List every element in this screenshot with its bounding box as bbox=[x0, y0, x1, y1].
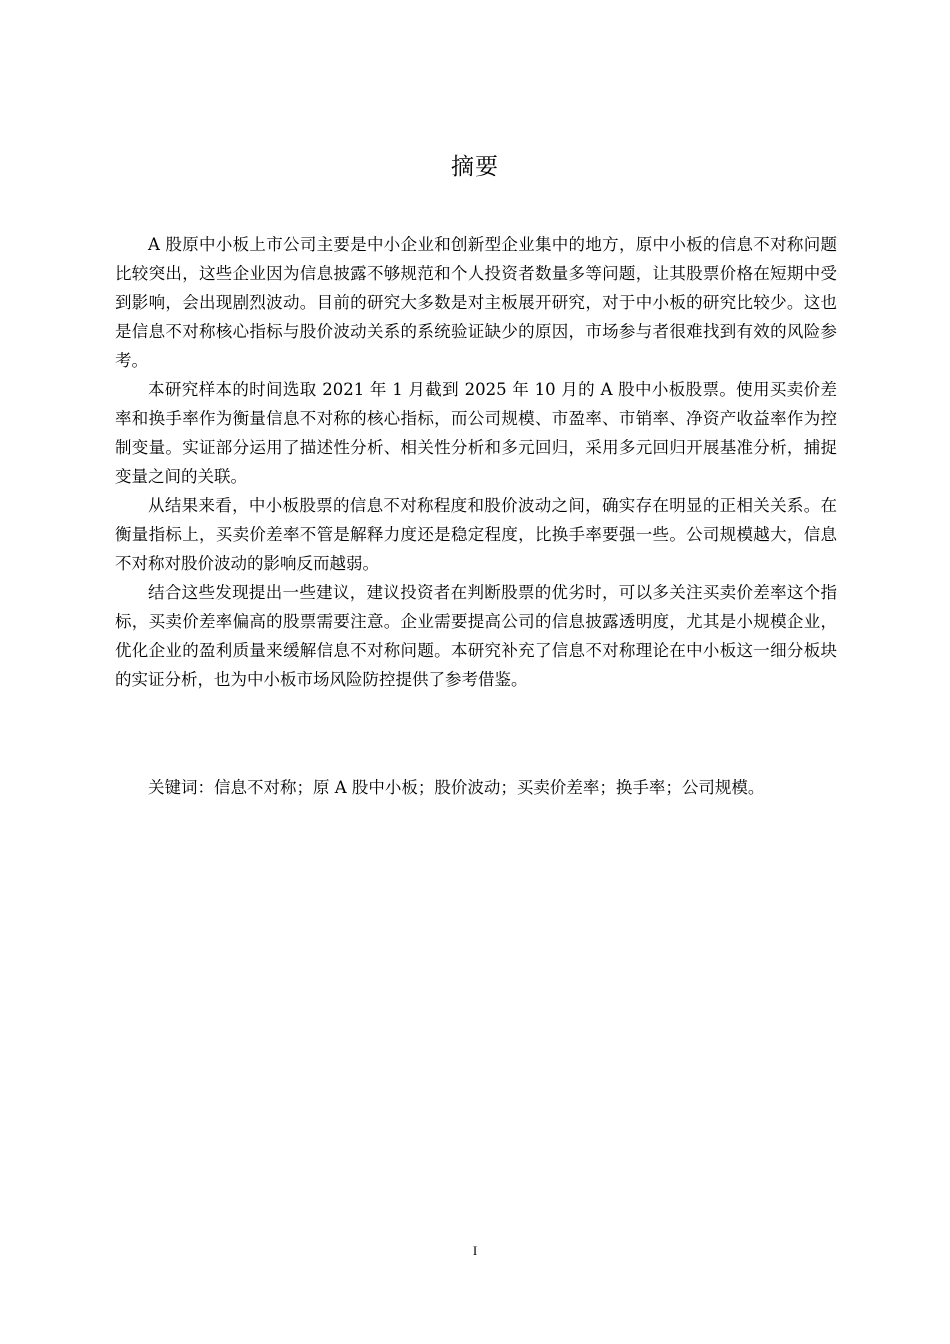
abstract-body bbox=[115, 230, 837, 694]
abstract-paragraph-3: 从结果来看，中小板股票的信息不对称程度和股价波动之间，确实存在明显的正相关关系。在衡量指标上，买卖价差率不管是解释力度还是稳定程度，比换手率要强一些。公司规模越大，信息不对称对股价波动的影响反而越弱。 bbox=[115, 496, 837, 573]
abstract-paragraph-4: 结合这些发现提出一些建议，建议投资者在判断股票的优劣时，可以多关注买卖价差率这个指标，买卖价差率偏高的股票需要注意。企业需要提高公司的信息披露透明度，尤其是小规模企业，优化企业的盈利质量来缓解信息不对称问题。本研究补充了信息不对称理论在中小板这一细分板块的实证分析，也为中小板市场风险防控提供了参考借鉴。 bbox=[115, 583, 837, 689]
page-number: I bbox=[472, 1243, 478, 1258]
abstract-paragraph-2: 本研究样本的时间选取 2021 年 1 月截到 2025 年 10 月的 A 股中小板股票。使用买卖价差率和换手率作为衡量信息不对称的核心指标，而公司规模、市盈率、市销率、净资产收益率作为控制变量。实证部分运用了描述性分析、相关性分析和多元回归，采用多元回归开展基准分析，捕捉变量之间的关联。 bbox=[115, 380, 837, 486]
page-title: 摘要 bbox=[451, 154, 499, 180]
keywords-line: 关键词：信息不对称；原 A 股中小板；股价波动；买卖价差率；换手率；公司规模。 bbox=[148, 778, 765, 797]
abstract-paragraph-1: A 股原中小板上市公司主要是中小企业和创新型企业集中的地方，原中小板的信息不对称问题比较突出，这些企业因为信息披露不够规范和个人投资者数量多等问题，让其股票价格在短期中受到影响，会出现剧烈波动。目前的研究大多数是对主板展开研究，对于中小板的研究比较少。这也是信息不对称核心指标与股价波动关系的系统验证缺少的原因，市场参与者很难找到有效的风险参考。 bbox=[115, 235, 837, 370]
